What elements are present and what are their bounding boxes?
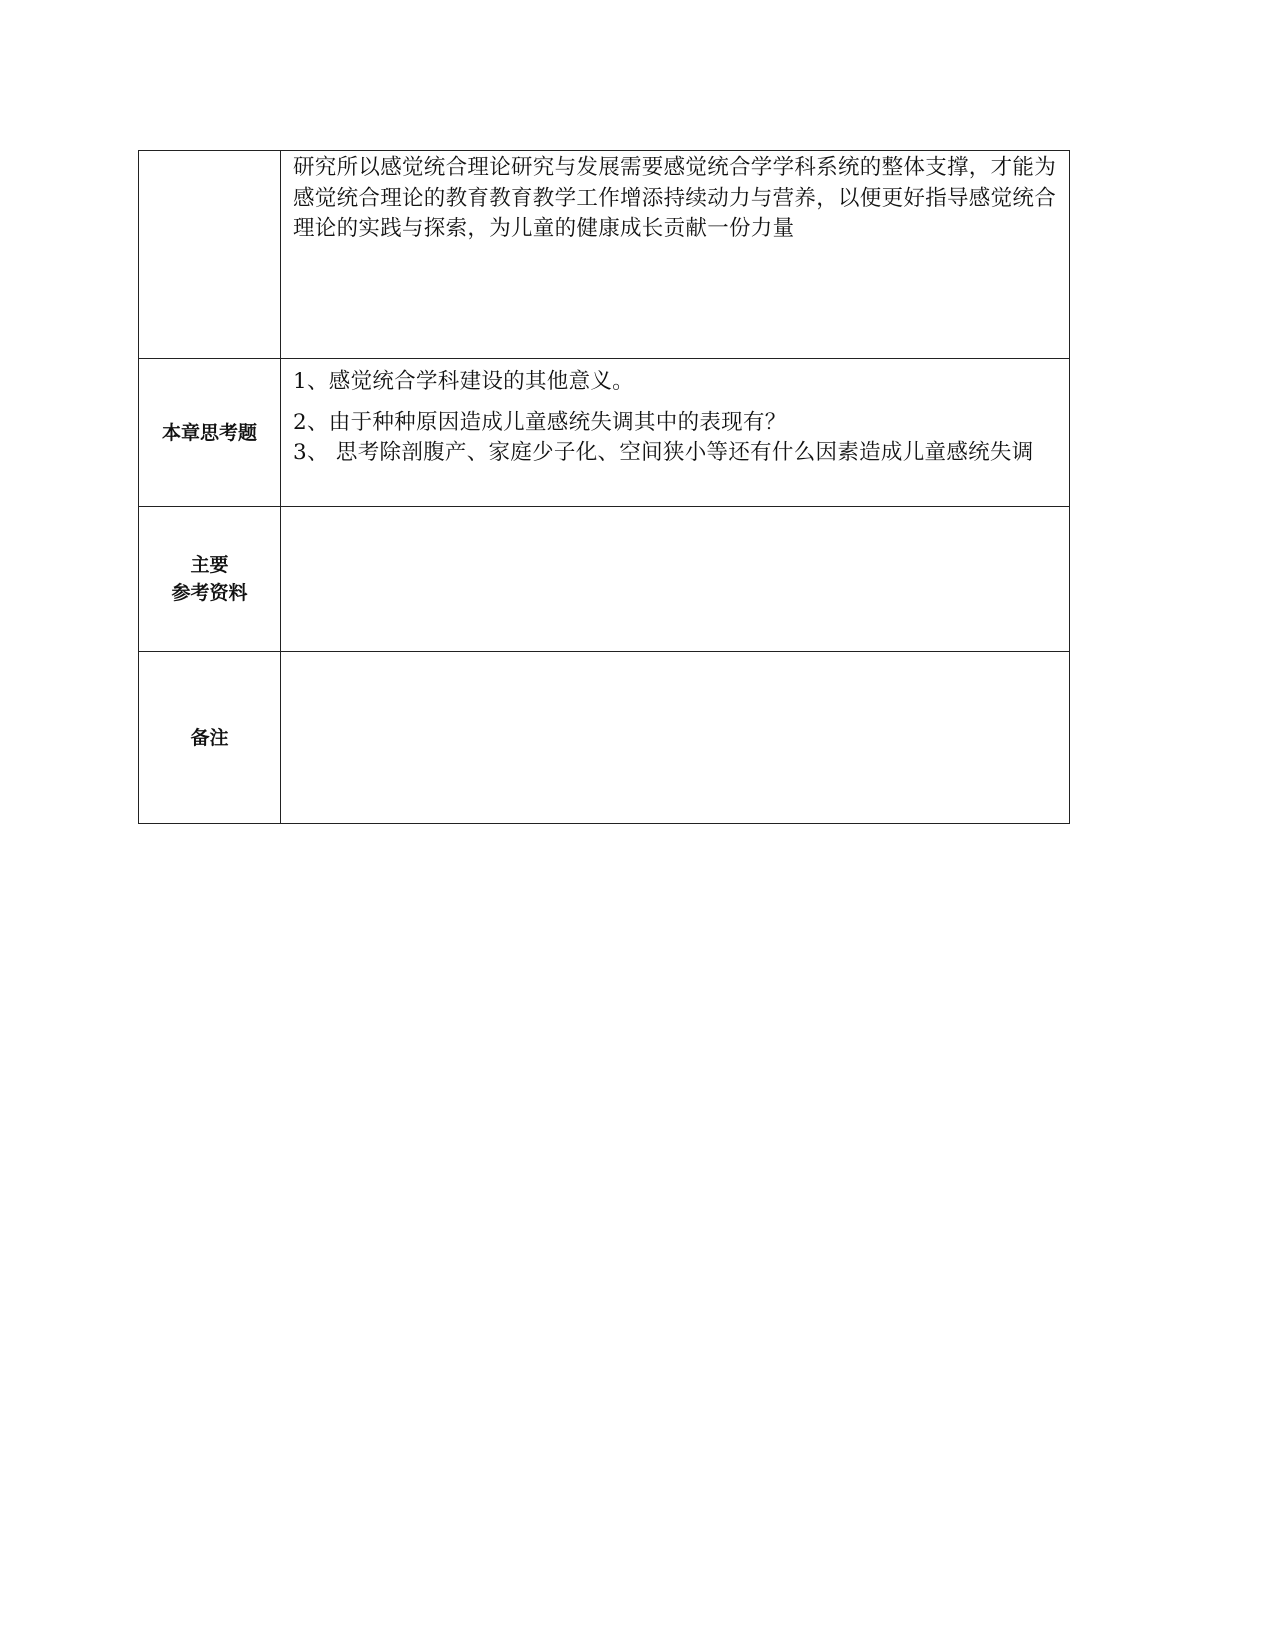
references-content-cell	[281, 507, 1070, 652]
remarks-content-cell	[281, 652, 1070, 824]
chapter-questions-cell	[281, 359, 1070, 507]
question-item: 3、 思考除剖腹产、家庭少子化、空间狭小等还有什么因素造成儿童感统失调	[293, 440, 1034, 465]
row-label-references-line2: 参考资料	[171, 582, 248, 604]
row-label-references	[139, 507, 281, 652]
continuation-text-cell	[281, 151, 1070, 359]
table-row-remarks	[139, 652, 1070, 824]
course-info-table	[138, 150, 1070, 824]
question-item: 2、由于种种原因造成儿童感统失调其中的表现有？	[293, 409, 787, 435]
question-item: 1、感觉统合学科建设的其他意义。	[293, 369, 634, 394]
row-label-references-line1: 主要	[190, 554, 229, 576]
table-row-references	[139, 507, 1070, 652]
row-label-remarks: 备注	[139, 652, 281, 824]
continuation-paragraph: 研究所以感觉统合理论研究与发展需要感觉统合学学科系统的整体支撑，才能为感觉统合理论的教育教育教学工作增添持续动力与营养，以便更好指导感觉统合理论的实践与探索，为儿童的健康成长贡献一份力量	[293, 155, 1057, 241]
row-label-empty	[139, 151, 281, 359]
row-label-chapter-questions: 本章思考题	[139, 359, 281, 507]
table-row-chapter-questions	[139, 359, 1070, 507]
table-row-continuation	[139, 151, 1070, 359]
